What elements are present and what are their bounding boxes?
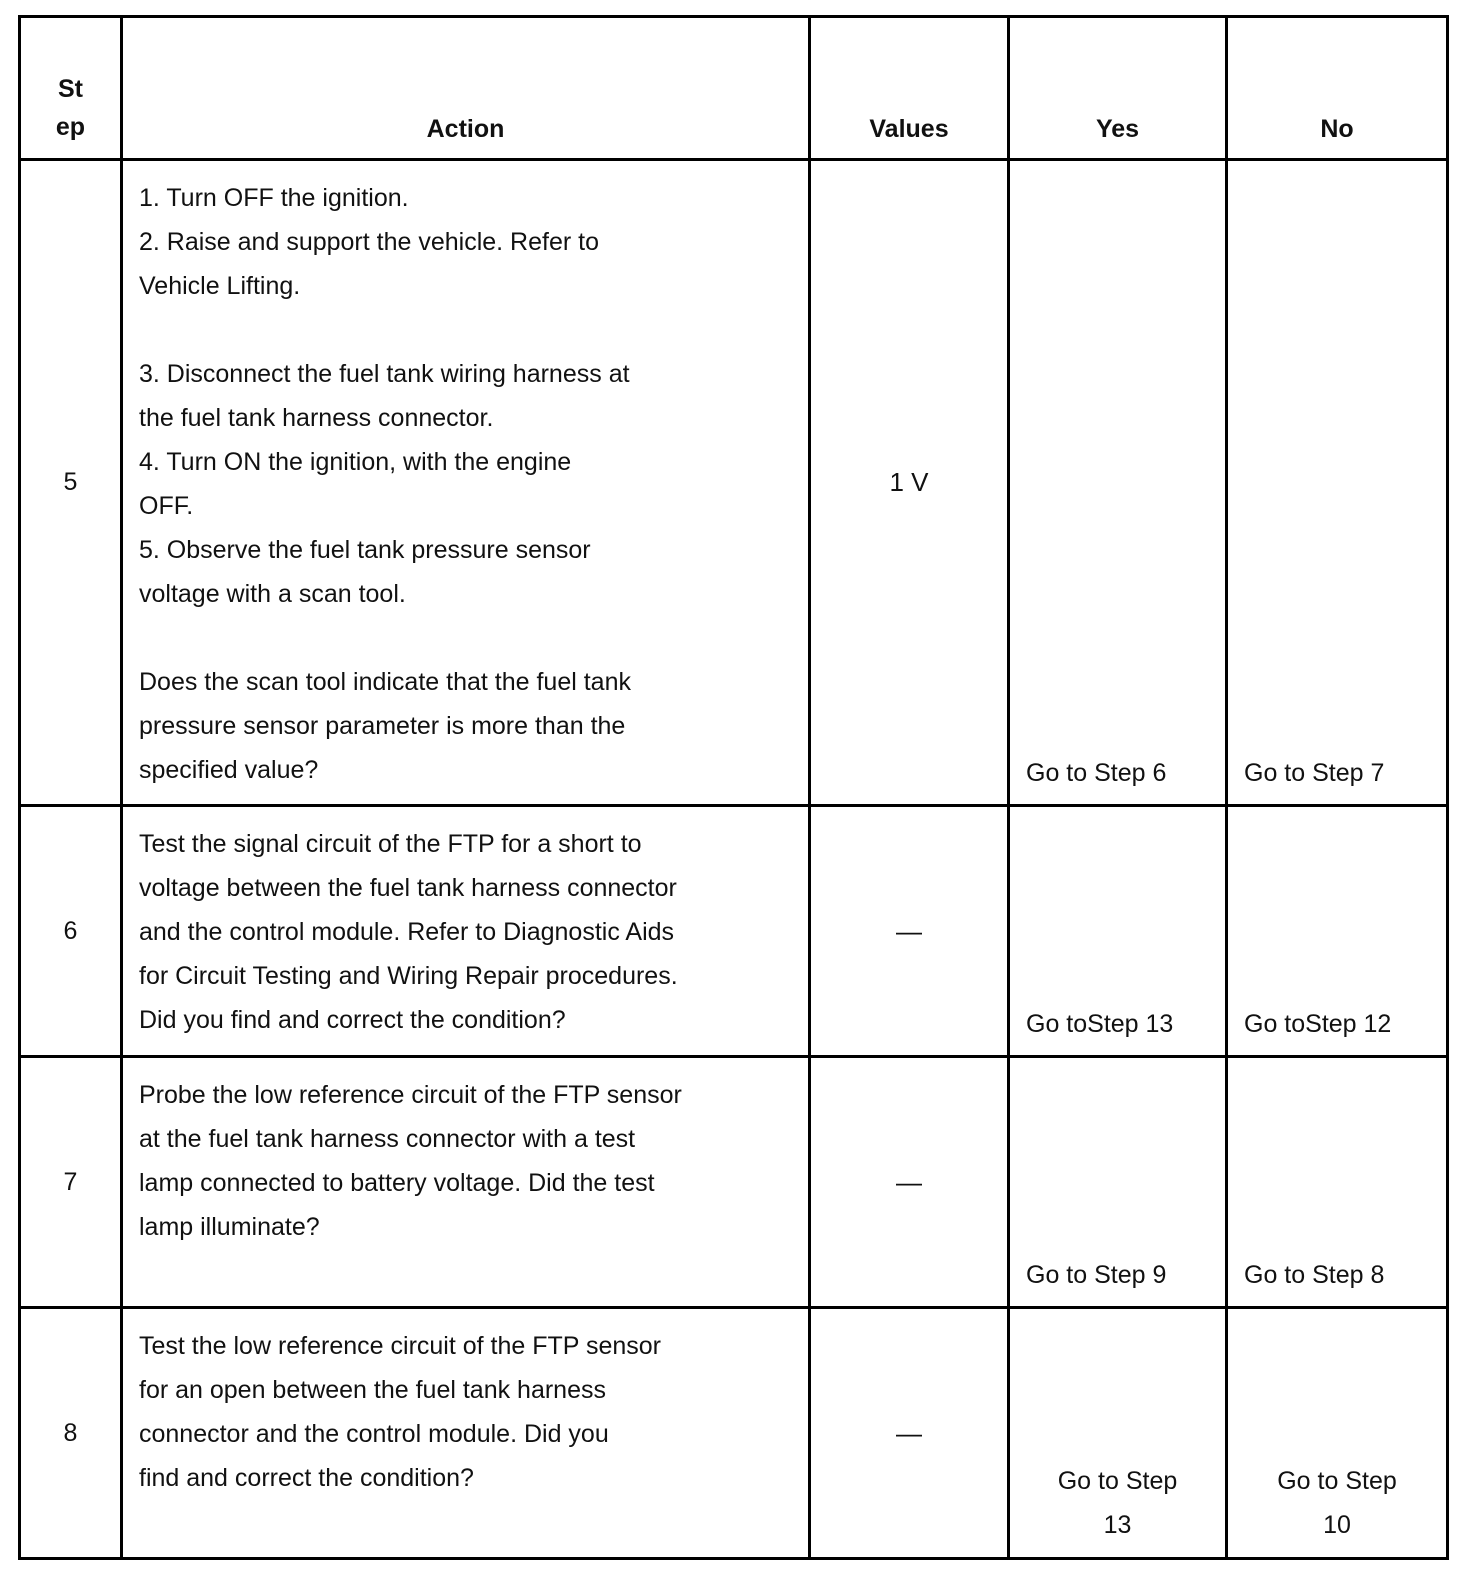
action-line: lamp connected to battery voltage. Did the test <box>139 1169 655 1197</box>
action-line <box>139 308 748 352</box>
no-cell <box>1227 1308 1448 1559</box>
action-line: 4. Turn ON the ignition, with the engine <box>139 448 572 476</box>
action-cell <box>122 1308 810 1559</box>
action-line: Test the low reference circuit of the FTP sensor <box>139 1332 661 1360</box>
table-row <box>20 1308 1448 1559</box>
no-line: 10 <box>1323 1511 1351 1539</box>
value-cell: — <box>810 1057 1009 1308</box>
diagnostic-table <box>18 15 1449 1560</box>
yes-line: 13 <box>1103 1511 1132 1539</box>
table-row <box>20 806 1448 1057</box>
yes-header: Yes <box>1009 17 1227 160</box>
action-line: 5. Observe the fuel tank pressure sensor <box>139 536 591 564</box>
no-cell: Go to Step 7 <box>1227 160 1448 806</box>
action-line: Vehicle Lifting. <box>139 272 301 300</box>
step-number: 8 <box>20 1308 122 1559</box>
action-line: at the fuel tank harness connector with a test <box>139 1125 636 1153</box>
value-cell: — <box>810 806 1009 1057</box>
yes-cell: Go to Step 6 <box>1009 160 1227 806</box>
action-line: Probe the low reference circuit of the FTP sensor <box>139 1081 682 1109</box>
action-cell <box>122 806 810 1057</box>
action-line <box>139 616 748 660</box>
no-header: No <box>1227 17 1448 160</box>
action-line: Does the scan tool indicate that the fuel tank <box>139 668 631 696</box>
action-line: lamp illuminate? <box>139 1213 320 1241</box>
action-line: Did you find and correct the condition? <box>139 1006 566 1034</box>
no-cell: Go toStep 12 <box>1227 806 1448 1057</box>
step-number: 6 <box>20 806 122 1057</box>
value-cell: 1 V <box>810 160 1009 806</box>
step-header-line-2: ep <box>55 113 86 141</box>
yes-cell: Go toStep 13 <box>1009 806 1227 1057</box>
action-line: pressure sensor parameter is more than the <box>139 712 626 740</box>
yes-line: Go to Step <box>1057 1467 1178 1495</box>
action-line: for an open between the fuel tank harness <box>139 1376 606 1404</box>
action-header: Action <box>122 17 810 160</box>
step-number: 7 <box>20 1057 122 1308</box>
action-cell <box>122 160 810 806</box>
action-line: voltage between the fuel tank harness connector <box>139 874 677 902</box>
no-cell: Go to Step 8 <box>1227 1057 1448 1308</box>
yes-cell <box>1009 1308 1227 1559</box>
action-line: 1. Turn OFF the ignition. <box>139 184 409 212</box>
action-line: specified value? <box>139 756 319 784</box>
action-line: Test the signal circuit of the FTP for a short to <box>139 830 642 858</box>
header-row <box>20 17 1448 160</box>
table-row <box>20 1057 1448 1308</box>
action-line: 3. Disconnect the fuel tank wiring harness at <box>139 360 630 388</box>
action-line: and the control module. Refer to Diagnostic Aids <box>139 918 675 946</box>
action-line: OFF. <box>139 492 194 520</box>
action-line: the fuel tank harness connector. <box>139 404 494 432</box>
action-cell <box>122 1057 810 1308</box>
action-line: find and correct the condition? <box>139 1464 474 1492</box>
step-header <box>20 17 122 160</box>
values-header: Values <box>810 17 1009 160</box>
step-number: 5 <box>20 160 122 806</box>
table-row <box>20 160 1448 806</box>
action-line: 2. Raise and support the vehicle. Refer to <box>139 228 599 256</box>
value-cell: — <box>810 1308 1009 1559</box>
yes-cell: Go to Step 9 <box>1009 1057 1227 1308</box>
step-header-line-1: St <box>58 75 83 103</box>
action-line: voltage with a scan tool. <box>139 580 406 608</box>
action-line: for Circuit Testing and Wiring Repair procedures. <box>139 962 678 990</box>
action-line: connector and the control module. Did you <box>139 1420 609 1448</box>
no-line: Go to Step <box>1277 1467 1397 1495</box>
